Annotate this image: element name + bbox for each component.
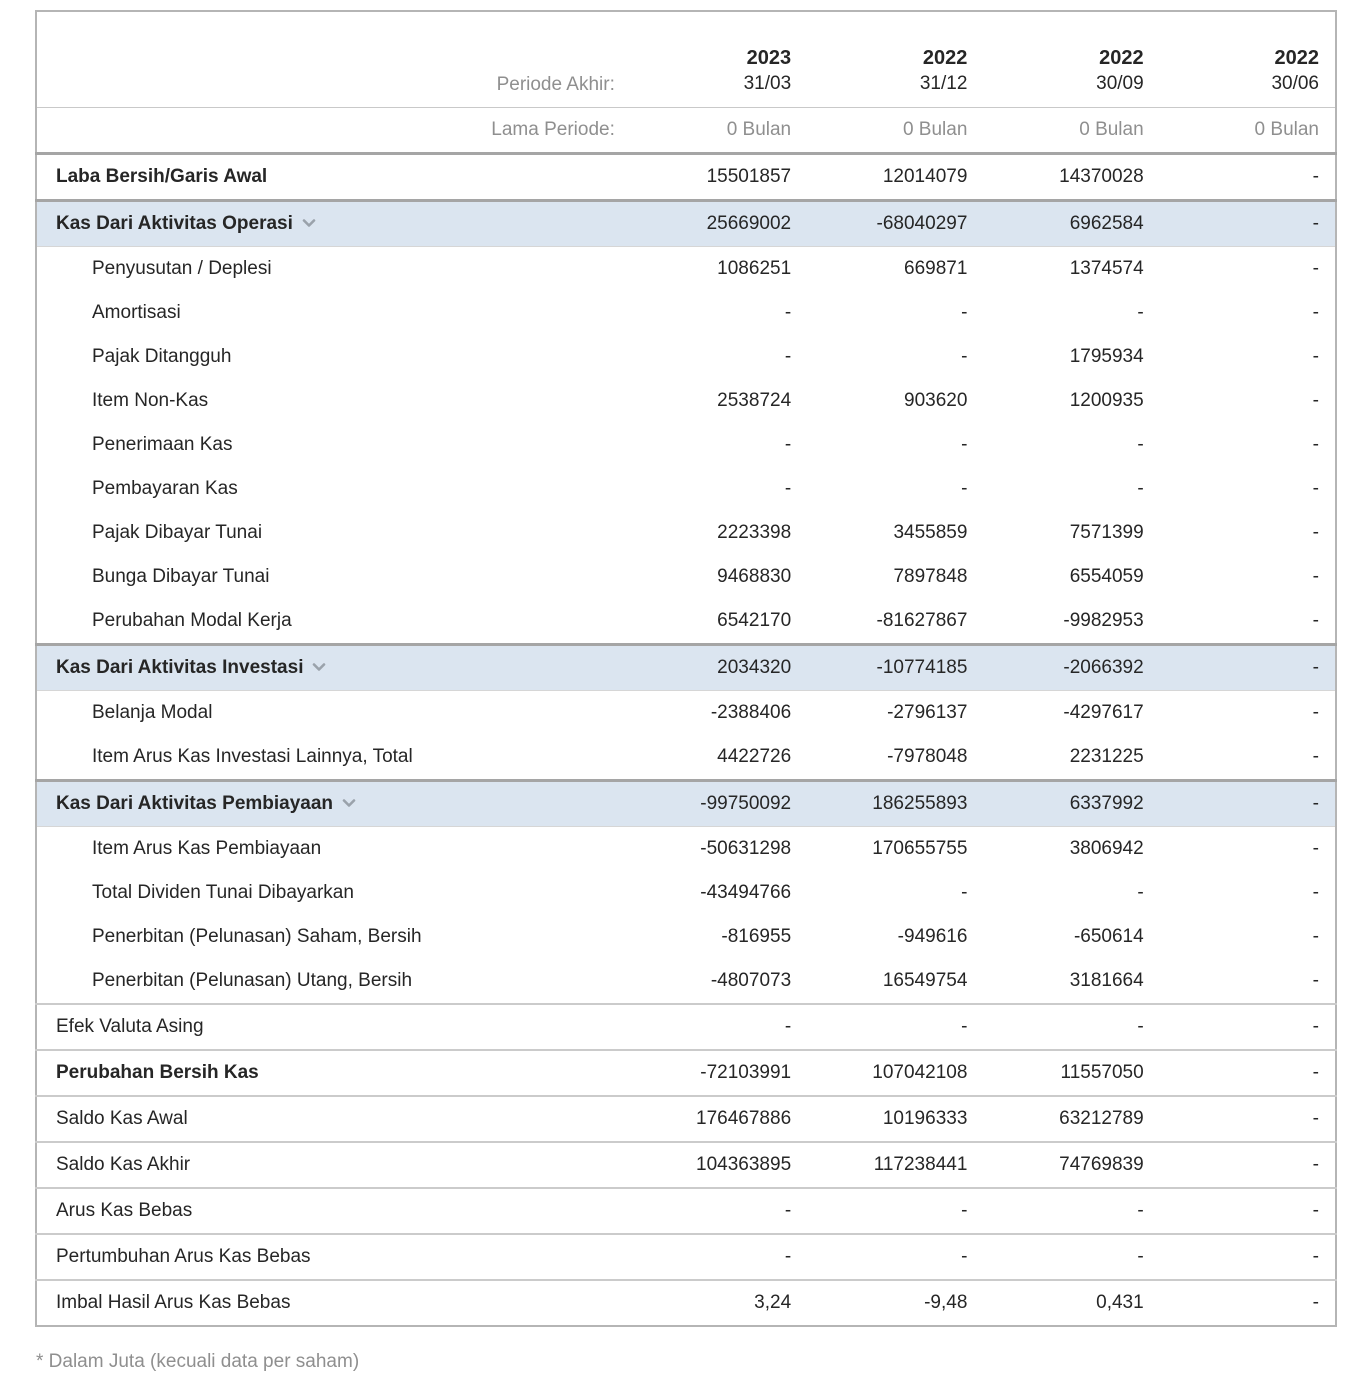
value-cell: -	[1137, 434, 1144, 455]
value-cell: -	[784, 478, 792, 499]
table-row	[36, 599, 1336, 645]
value-cell: -816955	[721, 926, 792, 947]
period-column-header	[1144, 11, 1336, 108]
value-cell: 2034320	[615, 645, 791, 691]
value-cell: 176467886	[615, 1096, 791, 1142]
row-label-text: Efek Valuta Asing	[56, 1016, 204, 1037]
row-label-text: Imbal Hasil Arus Kas Bebas	[56, 1292, 291, 1313]
value-cell: -	[1137, 478, 1144, 499]
value-cell: -2796137	[887, 702, 968, 723]
value-cell: 3806942	[1069, 838, 1144, 859]
row-label-text: Pajak Dibayar Tunai	[92, 522, 263, 543]
value-cell: 6554059	[1069, 566, 1144, 587]
value-cell: -	[791, 1234, 967, 1280]
value-cell: -650614	[1073, 926, 1144, 947]
table-row	[36, 423, 1336, 467]
value-cell: -	[967, 1004, 1143, 1050]
row-label-text: Laba Bersih/Garis Awal	[56, 166, 268, 187]
row-label-text: Arus Kas Bebas	[56, 1200, 193, 1221]
value-cell: 9468830	[717, 566, 792, 587]
period-end-row	[36, 11, 1336, 108]
table-row	[36, 871, 1336, 915]
value-cell: -	[1144, 1096, 1336, 1142]
row-label	[36, 555, 615, 599]
row-label	[36, 511, 615, 555]
units-footnote: * Dalam Juta (kecuali data per saham)	[36, 1351, 360, 1372]
row-label-text: Saldo Kas Akhir	[56, 1154, 191, 1175]
row-label-text: Amortisasi	[92, 302, 181, 323]
value-cell: -	[1312, 926, 1319, 947]
row-label-text: Total Dividen Tunai Dibayarkan	[92, 882, 354, 903]
row-label-text: Penerimaan Kas	[92, 434, 233, 455]
value-cell: -	[1312, 882, 1319, 903]
row-label	[36, 735, 615, 781]
value-cell: -	[1312, 746, 1319, 767]
value-cell: 14370028	[967, 154, 1143, 201]
row-label[interactable]	[36, 201, 615, 247]
value-cell: 4422726	[717, 746, 792, 767]
value-cell: -	[784, 346, 792, 367]
row-label	[36, 915, 615, 959]
value-cell: -	[615, 1234, 791, 1280]
table-row	[36, 291, 1336, 335]
value-cell: 117238441	[791, 1142, 967, 1188]
value-cell: -9982953	[1063, 610, 1144, 631]
value-cell: -4807073	[710, 970, 792, 991]
column-year: 2022	[922, 47, 968, 69]
period-length-label: Lama Periode:	[36, 108, 615, 154]
table-row	[36, 555, 1336, 599]
row-label-text: Penyusutan / Deplesi	[92, 258, 272, 279]
value-cell: 25669002	[615, 201, 791, 247]
row-label	[36, 154, 615, 201]
table-row	[36, 467, 1336, 511]
value-cell: 15501857	[615, 154, 791, 201]
value-cell: -	[961, 346, 968, 367]
value-cell: -	[961, 882, 968, 903]
value-cell: -	[784, 302, 792, 323]
row-label	[36, 1142, 615, 1188]
value-cell: -	[1312, 702, 1319, 723]
value-cell: -	[791, 1004, 967, 1050]
value-cell: -	[1312, 390, 1319, 411]
row-label-text: Item Arus Kas Investasi Lainnya, Total	[92, 746, 413, 767]
period-column-header	[615, 11, 791, 108]
value-cell: 107042108	[791, 1050, 967, 1096]
value-cell: 0,431	[967, 1280, 1143, 1326]
chevron-down-icon[interactable]	[342, 799, 356, 808]
row-label-text: Perubahan Bersih Kas	[56, 1062, 259, 1083]
value-cell: -	[1312, 566, 1319, 587]
value-cell: -	[1144, 1188, 1336, 1234]
row-label-text: Pembayaran Kas	[92, 478, 238, 499]
value-cell: 74769839	[967, 1142, 1143, 1188]
row-label	[36, 467, 615, 511]
row-label-text: Saldo Kas Awal	[56, 1108, 188, 1129]
value-cell: -949616	[897, 926, 968, 947]
row-label-text: Penerbitan (Pelunasan) Utang, Bersih	[92, 970, 413, 991]
column-date: 30/09	[1096, 73, 1144, 94]
value-cell: -	[1144, 1280, 1336, 1326]
value-cell: 2231225	[1069, 746, 1144, 767]
row-label	[36, 291, 615, 335]
table-row	[36, 154, 1336, 201]
row-label	[36, 1234, 615, 1280]
value-cell: 7897848	[893, 566, 968, 587]
value-cell: -	[1144, 1142, 1336, 1188]
table-row	[36, 379, 1336, 423]
table-row	[36, 1280, 1336, 1326]
value-cell: -99750092	[615, 781, 791, 827]
table-row	[36, 335, 1336, 379]
value-cell: 11557050	[967, 1050, 1143, 1096]
value-cell: 6962584	[967, 201, 1143, 247]
period-length-value: 0 Bulan	[791, 108, 967, 154]
row-label	[36, 1280, 615, 1326]
value-cell: -	[1144, 154, 1336, 201]
row-label	[36, 599, 615, 645]
table-row	[36, 735, 1336, 781]
section-header-row	[36, 781, 1336, 827]
row-label	[36, 959, 615, 1004]
column-date: 30/06	[1271, 73, 1319, 94]
value-cell: -	[1312, 302, 1319, 323]
table-row	[36, 827, 1336, 872]
value-cell: 6542170	[717, 610, 792, 631]
value-cell: 2538724	[717, 390, 792, 411]
table-row	[36, 1096, 1336, 1142]
row-label[interactable]	[36, 781, 615, 827]
value-cell: 12014079	[791, 154, 967, 201]
value-cell: -	[1312, 838, 1319, 859]
value-cell: 1200935	[1069, 390, 1144, 411]
row-label-text: Item Non-Kas	[92, 390, 209, 411]
value-cell: -10774185	[791, 645, 967, 691]
row-label-text: Kas Dari Aktivitas Investasi	[56, 657, 304, 678]
value-cell: 1086251	[717, 258, 792, 279]
table-row	[36, 247, 1336, 292]
value-cell: -	[1144, 1050, 1336, 1096]
period-column-header	[791, 11, 967, 108]
table-row	[36, 1050, 1336, 1096]
value-cell: -	[1312, 346, 1319, 367]
value-cell: -	[1312, 478, 1319, 499]
value-cell: -4297617	[1063, 702, 1144, 723]
column-year: 2022	[1099, 47, 1144, 69]
value-cell: 6337992	[967, 781, 1143, 827]
value-cell: 3,24	[615, 1280, 791, 1326]
row-label	[36, 827, 615, 872]
table-row	[36, 511, 1336, 555]
value-cell: -	[961, 478, 968, 499]
value-cell: -43494766	[700, 882, 792, 903]
value-cell: -	[1312, 610, 1319, 631]
value-cell: 104363895	[615, 1142, 791, 1188]
value-cell: -2066392	[967, 645, 1143, 691]
row-label	[36, 691, 615, 736]
row-label	[36, 335, 615, 379]
value-cell: 3181664	[1069, 970, 1144, 991]
period-end-label: Periode Akhir:	[496, 74, 615, 95]
section-header-row	[36, 645, 1336, 691]
row-label	[36, 1096, 615, 1142]
period-length-value: 0 Bulan	[615, 108, 791, 154]
column-year: 2022	[1274, 47, 1319, 69]
column-year: 2023	[746, 47, 792, 69]
value-cell: -	[784, 434, 792, 455]
value-cell: -	[1312, 258, 1319, 279]
row-label	[36, 1004, 615, 1050]
table-row	[36, 915, 1336, 959]
value-cell: -	[615, 1004, 791, 1050]
period-length-value: 0 Bulan	[967, 108, 1143, 154]
column-date: 31/03	[743, 73, 792, 94]
value-cell: -72103991	[615, 1050, 791, 1096]
table-body	[36, 154, 1336, 1327]
value-cell: 903620	[904, 390, 968, 411]
value-cell: -81627867	[876, 610, 968, 631]
value-cell: 63212789	[967, 1096, 1143, 1142]
value-cell: -68040297	[791, 201, 967, 247]
row-label	[36, 423, 615, 467]
value-cell: 7571399	[1069, 522, 1144, 543]
value-cell: -	[1137, 302, 1144, 323]
row-label-text: Penerbitan (Pelunasan) Saham, Bersih	[92, 926, 422, 947]
cash-flow-table	[35, 10, 1337, 1327]
value-cell: -	[1312, 434, 1319, 455]
chevron-down-icon[interactable]	[312, 663, 326, 672]
value-cell: -	[1144, 201, 1336, 247]
row-label	[36, 1188, 615, 1234]
value-cell: -9,48	[791, 1280, 967, 1326]
value-cell: -	[1312, 970, 1319, 991]
table-row	[36, 959, 1336, 1004]
row-label	[36, 247, 615, 292]
row-label	[36, 871, 615, 915]
chevron-down-icon[interactable]	[302, 219, 316, 228]
section-header-row	[36, 201, 1336, 247]
value-cell: -	[961, 434, 968, 455]
value-cell: 16549754	[882, 970, 968, 991]
row-label[interactable]	[36, 645, 615, 691]
value-cell: -	[1312, 522, 1319, 543]
value-cell: -7978048	[887, 746, 968, 767]
value-cell: -	[1144, 781, 1336, 827]
period-length-row	[36, 108, 1336, 154]
row-label-text: Kas Dari Aktivitas Operasi	[56, 213, 293, 234]
value-cell: -	[1144, 1004, 1336, 1050]
row-label-text: Item Arus Kas Pembiayaan	[92, 838, 322, 859]
column-date: 31/12	[919, 73, 968, 94]
value-cell: 186255893	[791, 781, 967, 827]
row-label-text: Bunga Dibayar Tunai	[92, 566, 270, 587]
value-cell: -	[967, 1188, 1143, 1234]
value-cell: -	[961, 302, 968, 323]
value-cell: -2388406	[710, 702, 792, 723]
value-cell: 170655755	[872, 838, 968, 859]
table-row	[36, 1188, 1336, 1234]
value-cell: -	[1144, 645, 1336, 691]
value-cell: -	[791, 1188, 967, 1234]
row-label	[36, 379, 615, 423]
period-length-value: 0 Bulan	[1144, 108, 1336, 154]
row-label	[36, 1050, 615, 1096]
table-header	[36, 11, 1336, 154]
row-label-text: Pertumbuhan Arus Kas Bebas	[56, 1246, 311, 1267]
value-cell: 10196333	[791, 1096, 967, 1142]
row-label-text: Belanja Modal	[92, 702, 213, 723]
value-cell: 669871	[904, 258, 968, 279]
table-row	[36, 1142, 1336, 1188]
table-row	[36, 691, 1336, 736]
value-cell: 3455859	[893, 522, 968, 543]
value-cell: 1795934	[1069, 346, 1144, 367]
period-column-header	[967, 11, 1143, 108]
row-label-text: Perubahan Modal Kerja	[92, 610, 292, 631]
value-cell: 2223398	[717, 522, 792, 543]
value-cell: -	[1137, 882, 1144, 903]
row-label-text: Kas Dari Aktivitas Pembiayaan	[56, 793, 334, 814]
value-cell: 1374574	[1069, 258, 1144, 279]
table-row	[36, 1004, 1336, 1050]
value-cell: -	[615, 1188, 791, 1234]
table-row	[36, 1234, 1336, 1280]
row-label-text: Pajak Ditangguh	[92, 346, 232, 367]
value-cell: -50631298	[700, 838, 792, 859]
value-cell: -	[1144, 1234, 1336, 1280]
value-cell: -	[967, 1234, 1143, 1280]
